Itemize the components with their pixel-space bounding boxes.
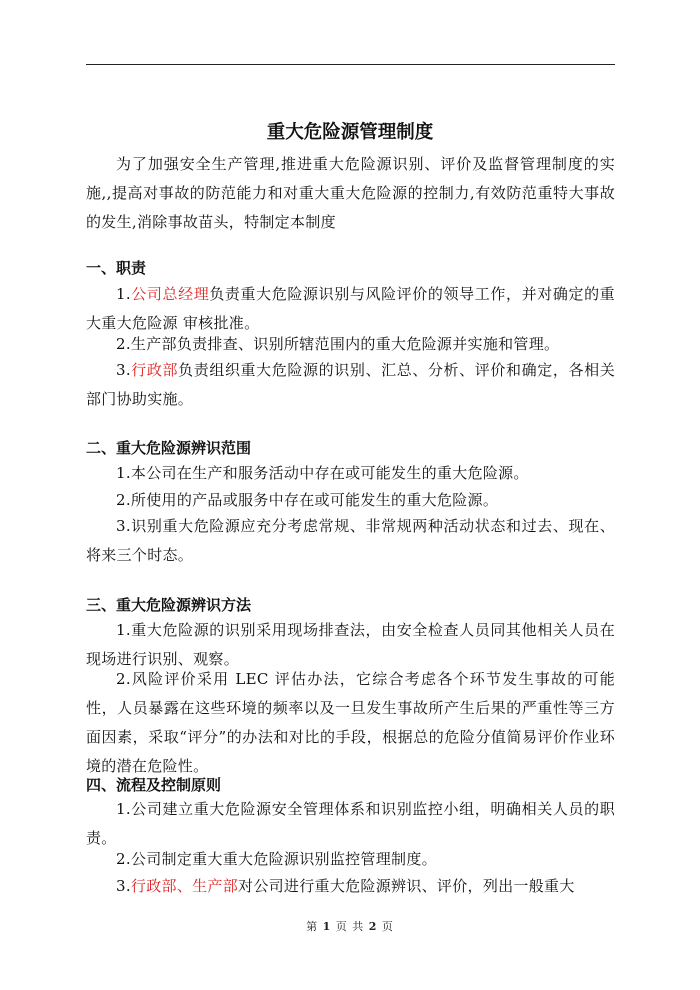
section-heading-method: 三、重大危险源辨识方法: [86, 596, 252, 614]
item-text: 公司制定重大重大危险源识别监控管理制度。: [130, 850, 437, 868]
item-text: 对公司进行重大危险源辨识、评价，列出一般重大: [238, 877, 575, 895]
list-item: [86, 665, 615, 781]
total-pages-number: 2: [368, 920, 378, 933]
item-text: 所使用的产品或服务中存在或可能发生的重大危险源。: [130, 491, 499, 509]
list-item: [86, 486, 615, 515]
highlight-text: 行政部: [130, 361, 179, 379]
item-number: 1.: [116, 464, 131, 482]
item-text: 负责组织重大危险源的识别、汇总、分析、评价和确定，各相关部门协助实施。: [86, 361, 616, 408]
item-number: 2.: [116, 670, 131, 688]
footer-text: 第: [306, 920, 319, 933]
list-item: [86, 330, 615, 359]
item-number: 3.: [116, 361, 131, 379]
item-number: 1.: [116, 800, 131, 818]
page-footer: [0, 918, 700, 934]
document-title: 重大危险源管理制度: [266, 122, 434, 143]
item-text: 风险评价采用 LEC 评估办法，它综合考虑各个环节发生事故的可能性，人员暴露在这些环境的频率以及一旦发生事故所产生后果的严重性等三方面因素，采取“评分”的办法和对比的手段，根据总的危险分值简易评价作业环境的潜在危险性。: [86, 670, 615, 775]
header-rule: [86, 64, 615, 65]
list-item: [86, 872, 615, 901]
section-heading-responsibilities: 一、职责: [86, 259, 147, 277]
current-page-number: 1: [322, 920, 332, 933]
intro-paragraph: 为了加强安全生产管理,推进重大危险源识别、评价及监督管理制度的实施,,提高对事故的防范能力和对重大重大危险源的控制力,有效防范重特大事故的发生,消除事故苗头，特制定本制度: [86, 155, 615, 231]
item-text: 负责重大危险源识别与风险评价的领导工作，并对确定的重大重大危险源 审核批准。: [86, 285, 615, 332]
item-number: 3.: [116, 877, 131, 895]
list-item: [86, 356, 615, 414]
item-text: 重大危险源的识别采用现场排查法，由安全检查人员同其他相关人员在现场进行识别、观察。: [86, 621, 615, 668]
item-number: 1.: [116, 285, 131, 303]
item-number: 3.: [116, 517, 131, 535]
item-number: 2.: [116, 335, 131, 353]
item-text: 本公司在生产和服务活动中存在或可能发生的重大危险源。: [130, 464, 529, 482]
footer-text: 页 共: [335, 920, 365, 933]
item-number: 1.: [116, 621, 131, 639]
item-text: 生产部负责排查、识别所辖范围内的重大危险源并实施和管理。: [130, 335, 560, 353]
item-text: 识别重大危险源应充分考虑常规、非常规两种活动状态和过去、现在、将来三个时态。: [86, 517, 615, 564]
highlight-text: 行政部、生产部: [130, 877, 239, 895]
item-number: 2.: [116, 491, 131, 509]
list-item: [86, 459, 615, 488]
highlight-text: 公司总经理: [130, 285, 210, 303]
item-text: 公司建立重大危险源安全管理体系和识别监控小组，明确相关人员的职责。: [86, 800, 615, 847]
list-item: [86, 845, 615, 874]
section-heading-scope: 二、重大危险源辨识范围: [86, 439, 252, 457]
item-number: 2.: [116, 850, 131, 868]
footer-text: 页: [381, 920, 394, 933]
list-item: [86, 512, 615, 570]
section-heading-process: 四、流程及控制原则: [86, 776, 222, 794]
